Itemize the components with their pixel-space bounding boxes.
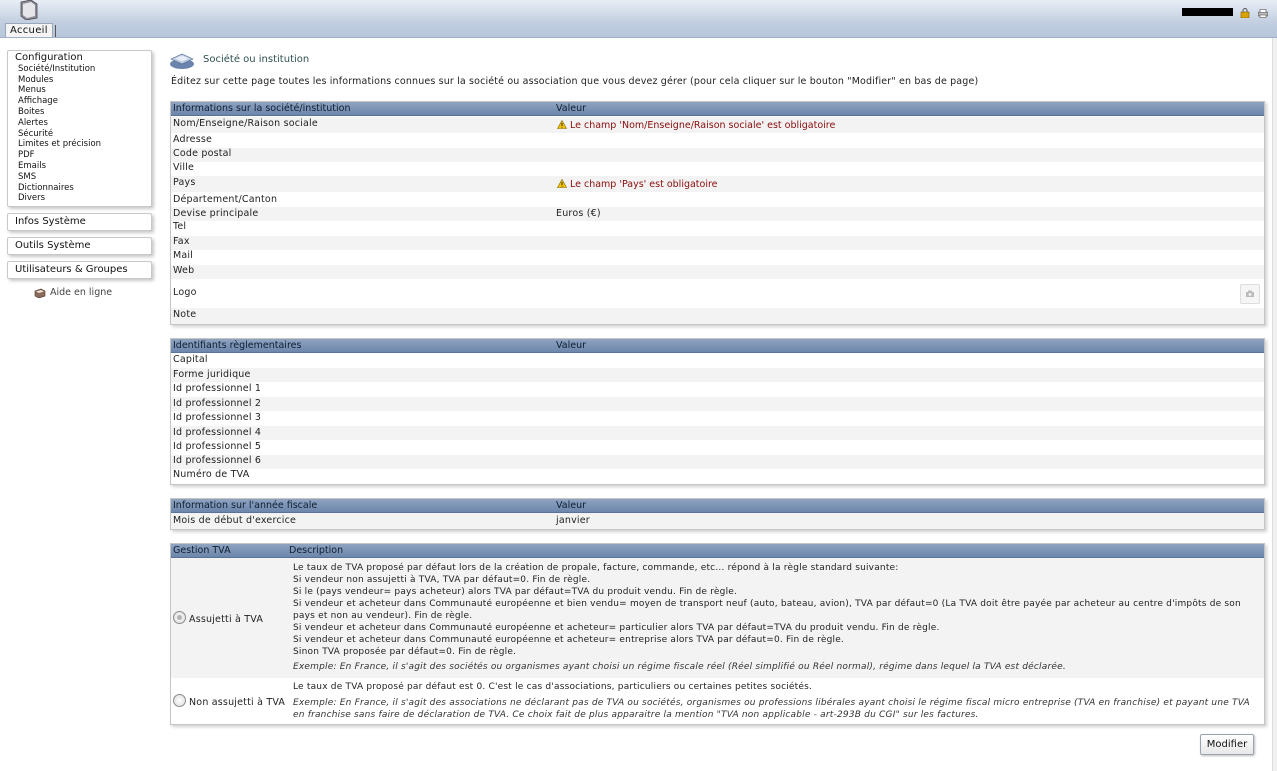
menu-item-menus[interactable]: Menus — [18, 85, 46, 95]
vat-subject-line: Si le (pays vendeur= pays acheteur) alors TVA par défaut=TVA du produit vendu. Fin de règle. — [293, 587, 738, 597]
menu-infos-systeme[interactable] — [7, 213, 152, 231]
vat-not-subject-radio[interactable] — [173, 694, 186, 707]
print-icon[interactable] — [1258, 9, 1268, 18]
fiscal-month-value: janvier — [556, 515, 590, 526]
table-row — [171, 133, 1264, 148]
menu-item-limites[interactable]: Limites et précision — [18, 139, 102, 149]
row-label: Id professionnel 6 — [173, 455, 262, 466]
modify-button[interactable]: Modifier — [1200, 734, 1254, 755]
table-header — [171, 339, 1264, 353]
table-row — [171, 192, 1264, 207]
vat-subject-line: Si vendeur et acheteur dans Communauté européenne et acheteur= particulier alors TVA par défaut=TVA du produit vendu. Fin de règle. — [293, 623, 940, 633]
table-row — [171, 513, 1264, 529]
table-row — [171, 411, 1264, 426]
table-row — [171, 308, 1264, 324]
menu-outils-systeme[interactable] — [7, 237, 152, 255]
menu-item-dictionnaires[interactable]: Dictionnaires — [18, 183, 74, 193]
table-row — [171, 207, 1264, 221]
vat-subject-line: Sinon TVA proposée par défaut=0. Fin de règle. — [293, 647, 517, 657]
table-row — [171, 148, 1264, 162]
menu-item-modules[interactable]: Modules — [18, 75, 54, 85]
menu-item-divers[interactable]: Divers — [18, 193, 46, 203]
warning-icon — [557, 179, 567, 188]
vat-not-subject-line: Le taux de TVA proposé par défaut est 0. C'est le cas d'associations, particuliers ou certaines petites sociétés. — [293, 682, 813, 692]
vat-subject-line: Si vendeur et acheteur dans Communauté européenne et acheteur= entreprise alors TVA par défaut=0. Fin de règle. — [293, 635, 844, 645]
table-row — [171, 382, 1264, 397]
menu-item-affichage[interactable]: Affichage — [18, 96, 58, 106]
table-row — [171, 236, 1264, 250]
login-name[interactable] — [1182, 8, 1233, 16]
warning-icon — [557, 120, 567, 129]
camera-icon — [1241, 285, 1259, 303]
row-label: Id professionnel 2 — [173, 398, 262, 409]
help-online-link[interactable]: Aide en ligne — [50, 287, 113, 298]
row-label: Id professionnel 5 — [173, 441, 262, 452]
row-label: Fax — [173, 236, 190, 247]
table-row — [171, 455, 1264, 469]
menu-item-alertes[interactable]: Alertes — [18, 118, 48, 128]
vat-not-subject-example-text: Exemple: En France, il s'agit des associations ne déclarant pas de TVA ou sociétés, organismes ou professions libérales ayant choisi le régime fiscal micro entreprise (TVA en franchise) et payant une TVA — [293, 698, 1250, 708]
table-row — [171, 221, 1264, 236]
page-title: Société ou institution — [203, 54, 310, 65]
row-label: Devise principale — [173, 208, 259, 219]
table-header — [171, 102, 1264, 116]
table-row — [171, 678, 1264, 724]
menu-utilisateurs-groupes[interactable] — [7, 261, 152, 279]
row-label: Nom/Enseigne/Raison sociale — [173, 118, 318, 129]
table-row — [171, 440, 1264, 455]
table-row — [171, 162, 1264, 176]
row-label: Forme juridique — [173, 369, 251, 380]
menu-configuration — [7, 50, 152, 207]
vat-subject-label[interactable]: Assujetti à TVA — [189, 614, 264, 625]
row-label: Id professionnel 3 — [173, 412, 262, 423]
row-label: Adresse — [173, 134, 213, 145]
header-value: Valeur — [556, 340, 586, 351]
row-label: Ville — [173, 162, 195, 173]
row-label: Id professionnel 4 — [173, 427, 262, 438]
table-row — [171, 279, 1264, 308]
header-value: Valeur — [556, 500, 586, 511]
tab-accueil[interactable]: Accueil — [5, 23, 53, 37]
table-row — [171, 176, 1264, 192]
vat-subject-radio[interactable] — [173, 611, 186, 624]
table-header — [171, 544, 1264, 558]
header-label: Gestion TVA — [173, 545, 231, 556]
menu-infos-systeme-label[interactable]: Infos Système — [15, 216, 86, 227]
vat-subject-line: Si vendeur et acheteur dans Communauté européenne et bien vendu= moyen de transport neuf (auto, bateau, avion), TVA par défaut=0 (La TVA doit être payée par acheteur au centre d'impôts de son — [293, 599, 1241, 609]
right-scrollbar[interactable] — [1272, 38, 1277, 771]
row-label: Mail — [173, 250, 194, 261]
menu-outils-systeme-label[interactable]: Outils Système — [15, 240, 91, 251]
row-label: Capital — [173, 354, 208, 365]
row-label: Numéro de TVA — [173, 469, 250, 480]
header-description: Description — [289, 545, 344, 556]
page-intro: Éditez sur cette page toutes les informations connues sur la société ou association que vous devez gérer (pour cela cliquer sur le bouton "Modifier" en bas de page) — [171, 76, 979, 87]
required-country-warning: Le champ 'Pays' est obligatoire — [570, 179, 718, 190]
vat-subject-line: Si vendeur non assujetti à TVA, TVA par défaut=0. Fin de règle. — [293, 575, 591, 585]
vat-not-subject-label[interactable]: Non assujetti à TVA — [189, 697, 286, 708]
vat-not-subject-example-text-2: en franchise sans faire de déclaration de TVA. Ce choix fait de plus apparaitre la mention "TVA non applicable - art-293B du CGI" sur les factures. — [293, 710, 979, 720]
lock-icon[interactable] — [1240, 8, 1250, 18]
table-row — [171, 558, 1264, 678]
header-label: Information sur l'année fiscale — [173, 500, 318, 511]
row-label: Id professionnel 1 — [173, 383, 262, 394]
menu-item-emails[interactable]: Emails — [18, 161, 47, 171]
table-header — [171, 499, 1264, 513]
identifiers-table — [170, 338, 1265, 485]
logo-upload-button[interactable] — [1240, 284, 1260, 304]
required-name-warning: Le champ 'Nom/Enseigne/Raison sociale' est obligatoire — [570, 120, 836, 131]
table-row — [171, 469, 1264, 484]
vat-not-subject-example-2 — [293, 709, 979, 721]
header-label: Informations sur la société/institution — [173, 103, 351, 114]
row-label: Web — [173, 265, 195, 276]
vat-subject-line: Le taux de TVA proposé par défaut lors de la création de propale, facture, commande, etc... répond à la règle standard suivante: — [293, 563, 899, 573]
help-book-icon[interactable] — [34, 288, 46, 298]
row-label: Note — [173, 309, 197, 320]
table-row — [171, 265, 1264, 279]
row-label: Tel — [173, 221, 187, 232]
top-bar — [0, 0, 1277, 38]
table-row — [171, 353, 1264, 368]
company-icon — [169, 50, 195, 70]
table-row — [171, 117, 1264, 133]
menu-item-boites[interactable]: Boites — [18, 107, 45, 117]
menu-item-sms[interactable]: SMS — [18, 172, 37, 182]
row-label: Mois de début d'exercice — [173, 515, 297, 526]
currency-value: Euros (€) — [556, 208, 601, 219]
table-row — [171, 368, 1264, 382]
menu-configuration-title[interactable]: Configuration — [15, 52, 83, 63]
header-label: Identifiants règlementaires — [173, 340, 302, 351]
vat-subject-line: pays et non au vendeur). Fin de règle. — [293, 611, 473, 621]
vat-table — [170, 543, 1265, 725]
table-row — [171, 250, 1264, 265]
menu-item-securite[interactable]: Sécurité — [18, 129, 54, 139]
vat-subject-example — [293, 661, 1066, 673]
menu-item-pdf[interactable]: PDF — [18, 150, 35, 160]
row-label: Code postal — [173, 148, 232, 159]
menu-item-societe[interactable]: Société/Institution — [18, 64, 96, 74]
table-row — [171, 426, 1264, 440]
menu-utilisateurs-groupes-label[interactable]: Utilisateurs & Groupes — [15, 264, 128, 275]
header-value: Valeur — [556, 103, 586, 114]
row-label: Pays — [173, 177, 196, 188]
fiscal-year-table — [170, 498, 1265, 530]
vat-not-subject-example — [293, 697, 1250, 709]
table-row — [171, 397, 1264, 411]
home-logo-icon[interactable] — [18, 0, 40, 20]
row-label: Logo — [173, 287, 197, 298]
vat-subject-example-text: Exemple: En France, il s'agit des sociétés ou organismes ayant choisi un régime fiscale réel (Réel simplifié ou Réel normal), régime dans lequel la TVA est déclarée. — [293, 662, 1066, 672]
company-info-table — [170, 101, 1265, 325]
row-label: Département/Canton — [173, 194, 278, 205]
